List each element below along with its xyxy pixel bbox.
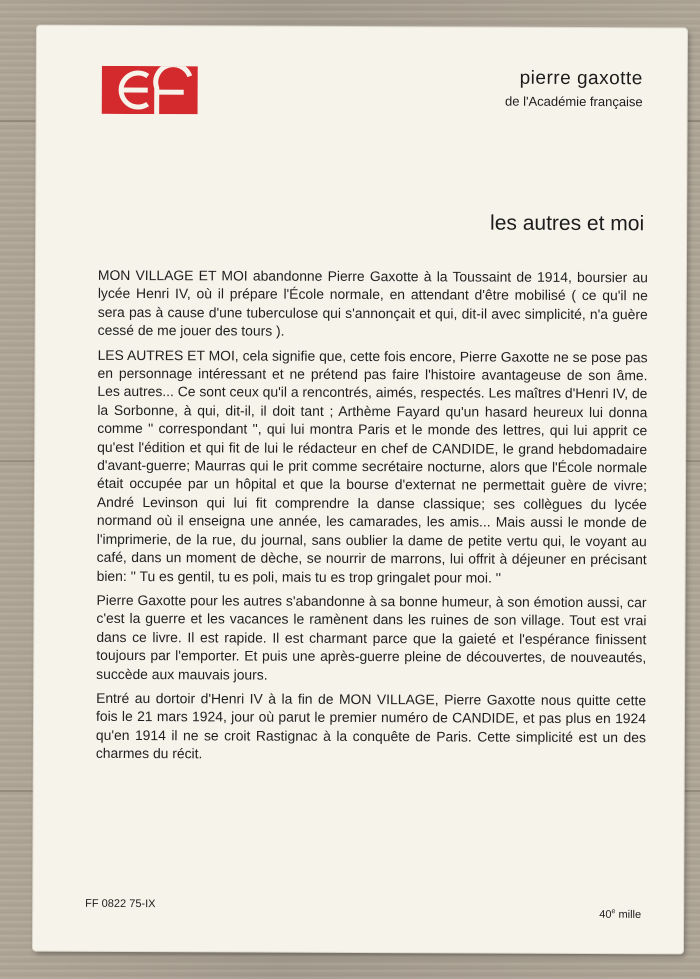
printing-count: 40 [599,908,612,921]
printing-suffix: e [611,908,616,916]
publisher-logo-icon [102,66,198,114]
blurb-paragraph: Entré au dortoir d'Henri IV à la fin de MON VILLAGE, Pierre Gaxotte nous quitte cette fois le 21 mars 1924, jour où parut le premier numéro de CANDIDE, et pas plus en 1924 qu'en 1914 il ne se croit Rastignac à la conquête de Paris. Cette simplicité est un des charmes du récit. [95,689,647,762]
author-name: pierre gaxotte [519,67,643,90]
book-title: les autres et moi [490,211,645,236]
printing-word: mille [618,908,642,921]
printing-number [599,908,641,921]
blurb-paragraph: MON VILLAGE ET MOI abandonne Pierre Gaxotte à la Toussaint de 1914, boursier au lycée Henri IV, où il prépare l'École normale, en attendant d'être mobilisé ( ce qu'il ne sera pas à cause d'une tuberculose qui s'annonçait et qui, dit-il avec simplicité, n'a guère cessé de me jouer des tours ). [97,266,648,339]
blurb-text [96,266,648,771]
author-affiliation: de l'Académie française [505,93,643,110]
blurb-paragraph: LES AUTRES ET MOI, cela signifie que, cette fois encore, Pierre Gaxotte ne se pose pas en personnage intéressant et ne prétend pas faire l'histoire avantageuse de son âme. Les autres... Ce sont ceux qu'il a rencontrés, aimés, respectés. Les maîtres d'Henri IV, de la Sorbonne, à qui, dit-il, il doit tant ; Arthème Fayard qu'un hasard heureux lui donna comme '' correspondant '', qui lui montra Paris et le monde des lettres, qui lui apprit ce qu'est l'édition et qui fit de lui le rédacteur en chef de CANDIDE, le grand hebdomadaire d'avant-guerre; Maurras qui le prit comme secrétaire nocturne, alors que l'École normale était occupée par un hôpital et que la bourse d'externat ne permettait guère de vivre; André Levinson qui lui fit comprendre la danse classique; ses collègues du lycée normand où il enseigna une année, les camarades, les amis... Mais aussi le monde de l'imprimerie, de la rue, du journal, sans oublier la dame de petite vertu qui, le voyant au café, dans un moment de dèche, se nourrir de marrons, lui offrit à déjeuner en précisant bien: '' Tu es gentil, tu es poli, mais tu es trop gringalet pour moi. '' [96,346,648,586]
book-back-cover [33,26,687,954]
catalog-code: FF 0822 75-IX [85,897,156,911]
blurb-paragraph: Pierre Gaxotte pour les autres s'abandonne à sa bonne humeur, à son émotion aussi, car c'est la guerre et les vacances le ramènent dans les ruines de son village. Tout est vrai dans ce livre. Il est rapide. Il est charmant parce que la gaieté et l'espérance finissent toujours par l'emporter. Et puis une après-guerre pleine de découvertes, de nouveautés, succède aux mauvais jours. [96,591,647,683]
